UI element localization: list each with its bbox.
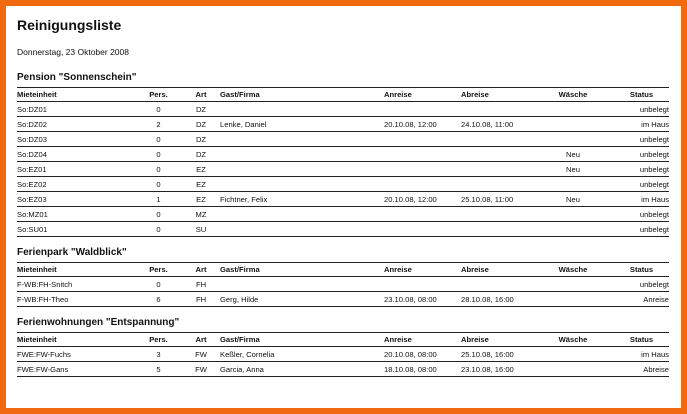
cell-unit: So:DZ02 — [17, 117, 135, 132]
cleaning-table — [17, 262, 669, 307]
cell-art: DZ — [182, 147, 220, 162]
cell-anreise — [384, 207, 461, 222]
column-header-art: Art — [182, 333, 220, 347]
cell-abreise — [461, 102, 538, 117]
cell-pers: 0 — [135, 102, 182, 117]
cell-anreise — [384, 102, 461, 117]
cell-anreise: 20.10.08, 12:00 — [384, 117, 461, 132]
column-header-anreise: Anreise — [384, 88, 461, 102]
cell-art: EZ — [182, 192, 220, 207]
cell-gast — [220, 132, 384, 147]
table-row — [17, 147, 669, 162]
report-page — [6, 6, 681, 408]
column-header-waesche: Wäsche — [538, 263, 608, 277]
cell-gast — [220, 147, 384, 162]
cell-gast — [220, 162, 384, 177]
cell-art: FW — [182, 362, 220, 377]
table-row — [17, 102, 669, 117]
cell-pers: 6 — [135, 292, 182, 307]
cell-art: EZ — [182, 162, 220, 177]
cell-waesche — [538, 207, 608, 222]
cell-status: Anreise — [608, 292, 669, 307]
table-row — [17, 347, 669, 362]
column-header-gast: Gast/Firma — [220, 263, 384, 277]
cell-waesche — [538, 102, 608, 117]
cell-pers: 0 — [135, 222, 182, 237]
cell-abreise: 28.10.08, 16:00 — [461, 292, 538, 307]
cell-gast: Fichtner, Felix — [220, 192, 384, 207]
cell-pers: 3 — [135, 347, 182, 362]
cell-pers: 0 — [135, 207, 182, 222]
column-header-status: Status — [608, 333, 669, 347]
cell-status: unbelegt — [608, 207, 669, 222]
column-header-abreise: Abreise — [461, 88, 538, 102]
table-row — [17, 292, 669, 307]
cell-waesche — [538, 347, 608, 362]
cell-status: unbelegt — [608, 277, 669, 292]
cell-pers: 0 — [135, 132, 182, 147]
column-header-art: Art — [182, 88, 220, 102]
table-header-row — [17, 263, 669, 277]
cell-gast — [220, 177, 384, 192]
cell-waesche — [538, 277, 608, 292]
cell-abreise — [461, 147, 538, 162]
cell-art: SU — [182, 222, 220, 237]
table-header-row — [17, 88, 669, 102]
cleaning-table — [17, 87, 669, 237]
cell-unit: So:MZ01 — [17, 207, 135, 222]
cell-status: unbelegt — [608, 177, 669, 192]
cell-status: im Haus — [608, 117, 669, 132]
cell-abreise — [461, 277, 538, 292]
column-header-art: Art — [182, 263, 220, 277]
cell-pers: 5 — [135, 362, 182, 377]
column-header-gast: Gast/Firma — [220, 88, 384, 102]
cell-abreise: 25.10.08, 16:00 — [461, 347, 538, 362]
table-row — [17, 192, 669, 207]
cell-art: EZ — [182, 177, 220, 192]
section-title: Ferienwohnungen "Entspannung" — [17, 317, 180, 328]
cell-anreise: 18.10.08, 08:00 — [384, 362, 461, 377]
cell-pers: 2 — [135, 117, 182, 132]
column-header-unit: Mieteinheit — [17, 333, 135, 347]
section-title: Ferienpark "Waldblick" — [17, 247, 127, 258]
cell-anreise — [384, 132, 461, 147]
cell-gast: Lenke, Daniel — [220, 117, 384, 132]
cleaning-table — [17, 332, 669, 377]
cell-unit: So:EZ01 — [17, 162, 135, 177]
cell-pers: 0 — [135, 277, 182, 292]
table-header-row — [17, 333, 669, 347]
sections-container — [17, 72, 671, 377]
cell-status: unbelegt — [608, 102, 669, 117]
column-header-status: Status — [608, 88, 669, 102]
cell-waesche — [538, 177, 608, 192]
cell-gast — [220, 102, 384, 117]
column-header-status: Status — [608, 263, 669, 277]
cell-pers: 0 — [135, 147, 182, 162]
cell-art: FH — [182, 292, 220, 307]
cell-unit: So:SU01 — [17, 222, 135, 237]
cell-gast — [220, 207, 384, 222]
cell-unit: So:DZ04 — [17, 147, 135, 162]
cell-status: unbelegt — [608, 222, 669, 237]
cell-anreise — [384, 222, 461, 237]
cell-art: FH — [182, 277, 220, 292]
cell-status: Abreise — [608, 362, 669, 377]
cell-abreise — [461, 177, 538, 192]
cell-art: DZ — [182, 132, 220, 147]
cell-art: FW — [182, 347, 220, 362]
cell-status: im Haus — [608, 347, 669, 362]
table-row — [17, 117, 669, 132]
cell-status: im Haus — [608, 192, 669, 207]
column-header-abreise: Abreise — [461, 333, 538, 347]
table-row — [17, 362, 669, 377]
cell-art: DZ — [182, 102, 220, 117]
table-row — [17, 132, 669, 147]
column-header-pers: Pers. — [135, 263, 182, 277]
cell-art: MZ — [182, 207, 220, 222]
cell-gast: Garcia, Anna — [220, 362, 384, 377]
cell-pers: 0 — [135, 177, 182, 192]
column-header-pers: Pers. — [135, 88, 182, 102]
section-2 — [17, 317, 671, 377]
cell-unit: F-WB:FH-Snitch — [17, 277, 135, 292]
section-title: Pension "Sonnenschein" — [17, 72, 137, 83]
cell-anreise — [384, 177, 461, 192]
cell-waesche: Neu — [538, 147, 608, 162]
column-header-pers: Pers. — [135, 333, 182, 347]
cell-abreise: 24.10.08, 11:00 — [461, 117, 538, 132]
cell-abreise: 23.10.08, 16:00 — [461, 362, 538, 377]
cell-waesche: Neu — [538, 162, 608, 177]
cell-waesche — [538, 132, 608, 147]
cell-waesche: Neu — [538, 192, 608, 207]
cell-waesche — [538, 292, 608, 307]
cell-status: unbelegt — [608, 132, 669, 147]
column-header-unit: Mieteinheit — [17, 263, 135, 277]
cell-waesche — [538, 362, 608, 377]
column-header-waesche: Wäsche — [538, 333, 608, 347]
cell-pers: 0 — [135, 162, 182, 177]
report-date: Donnerstag, 23 Oktober 2008 — [17, 47, 129, 57]
table-row — [17, 207, 669, 222]
cell-anreise — [384, 277, 461, 292]
cell-gast: Gerg, Hilde — [220, 292, 384, 307]
column-header-gast: Gast/Firma — [220, 333, 384, 347]
cell-gast: Keßler, Cornelia — [220, 347, 384, 362]
page-title: Reinigungsliste — [17, 17, 122, 33]
column-header-unit: Mieteinheit — [17, 88, 135, 102]
column-header-anreise: Anreise — [384, 263, 461, 277]
cell-unit: So:DZ03 — [17, 132, 135, 147]
cell-status: unbelegt — [608, 162, 669, 177]
cell-waesche — [538, 117, 608, 132]
column-header-anreise: Anreise — [384, 333, 461, 347]
cell-abreise — [461, 162, 538, 177]
table-row — [17, 277, 669, 292]
cell-unit: FWE:FW-Fuchs — [17, 347, 135, 362]
cell-anreise: 23.10.08, 08:00 — [384, 292, 461, 307]
cell-status: unbelegt — [608, 147, 669, 162]
column-header-waesche: Wäsche — [538, 88, 608, 102]
cell-art: DZ — [182, 117, 220, 132]
cell-anreise — [384, 147, 461, 162]
table-row — [17, 162, 669, 177]
section-0 — [17, 72, 671, 237]
cell-pers: 1 — [135, 192, 182, 207]
cell-gast — [220, 277, 384, 292]
table-row — [17, 177, 669, 192]
cell-anreise — [384, 162, 461, 177]
cell-unit: So:DZ01 — [17, 102, 135, 117]
cell-abreise — [461, 132, 538, 147]
cell-unit: So:EZ02 — [17, 177, 135, 192]
cell-waesche — [538, 222, 608, 237]
cell-anreise: 20.10.08, 08:00 — [384, 347, 461, 362]
column-header-abreise: Abreise — [461, 263, 538, 277]
cell-abreise: 25.10.08, 11:00 — [461, 192, 538, 207]
cell-anreise: 20.10.08, 12:00 — [384, 192, 461, 207]
cell-abreise — [461, 207, 538, 222]
cell-gast — [220, 222, 384, 237]
cell-unit: FWE:FW-Gans — [17, 362, 135, 377]
table-row — [17, 222, 669, 237]
cell-abreise — [461, 222, 538, 237]
cell-unit: F-WB:FH-Theo — [17, 292, 135, 307]
section-1 — [17, 247, 671, 307]
cell-unit: So:EZ03 — [17, 192, 135, 207]
